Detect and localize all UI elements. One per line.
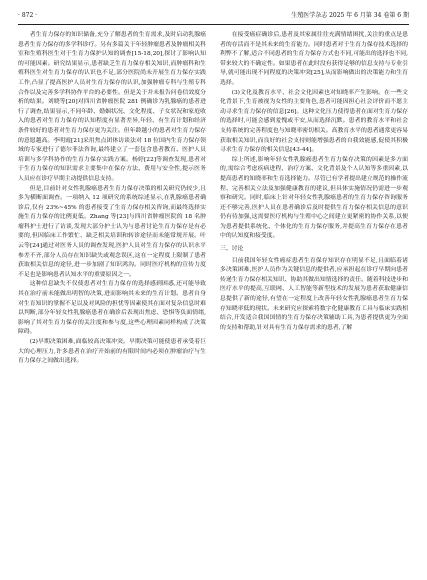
paragraph: (3)文化及教育水平、社会文化因素也对知晓率产生影响。在一些文化背景下,生育被视为女性的主要角色,患者可能因担心社会评价而不愿主动寻求生育力保存的信息[26]。这种文化压力使得患者在面对生育力保存的选择时,可能会感到羞愧或不安,从而选择沉默。患者的教育水平和社会支持系统的完善程度也与知晓率密切相关。高教育水平的患者通常更容易获取相关知识,而良好的社会支持则能增强患者的自我效能感,促使其积极寻求生育力保存的相关信息[43-44]。	[220, 89, 408, 154]
page-number: · 872 ·	[18, 12, 38, 19]
left-text-column	[18, 31, 206, 571]
paragraph: 在接受癌症确诊后,患者及其家属往往充满情绪困扰,关注的重点是患者的存活而不是其未来的生育能力。同时患者对于生育力保存技术选择的利弊不了解,适合不同患者的生育力保存方式也不同,可能出的选择也不同,带来较大的不确定性。如果患者在此时没有获得足够的信息支持与专业引导,就可能出现不同程度的决策冲突[25],从而影响做出的决策能力和生育选择。	[220, 32, 408, 86]
paragraph: 目前我国年轻女性癌症患者生育保存知识存在明显不足,且面临着诸多决策困难,医护人员作为关键信息的提供者,应承担起在诊疗早期向患者传递生育力保存相关知识、协助其做出知情选择的责任。随着科技进步和医疗水平的提高,互联网、人工智能等新型技术的发展为患者获取健康信息提供了新的途径,有望在一定程度上改善年轻女性乳腺癌患者生育力保存知晓率低的现状。未来研究应探索将数字化健康教育工具与临床实践相结合,开发适合我国国情的生育力保存决策辅助工具,为患者提供更为全面的支持和帮助,针对具有生育力保存需求的患者,了解	[220, 257, 408, 331]
right-text-column	[220, 31, 408, 571]
paragraph: 综上所述,影响年轻女性乳腺癌患者生育力保存决策的因素是多方面的,需综合考虑疾病进程、治疗方案、文化背景及个人认知等多重因素,以提高患者的知晓率和生育选择能力。尽管已有学者提出建立规范的操作流程、完善相关立法及加强健康教育的建议,但具体实施情况仍需进一步观察和研究。同时,临床上针对年轻女性乳腺癌患者的生育力保存咨询服务还不够完善,医护人员在患者确诊后及时提供生育力保存相关信息的意识仍有待加强,这需要医疗机构与生殖中心之间建立更紧密的协作关系,以便为患者提供系统化、个体化的生育力保存服务,并提高生育力保存在患者中的认知度和接受度。	[220, 156, 408, 240]
paragraph: 这种信息缺失不仅使患者对生育力保存的选择感到困惑,还可能导致其在治疗前未能做出明智的决策,进而影响其未来的生育计划。患者自身对生育知识的掌握不足以及对风险的担忧等因素使其在面对复杂信息时难以判断,部分年轻女性乳腺癌患者在确诊后表现出焦虑、恐惧等负面情绪,影响了其对生育力保存的关注度和参与度,这些心理因素同样构成了决策障碍。	[18, 281, 206, 336]
section-heading: 三、讨论	[220, 246, 244, 253]
paragraph: (2)早期决策困难,面临较高决策冲突。早期决策可能使患者承受着巨大的心理压力,许多患者在治疗开始前的有限时间内必须在肿瘤治疗与生育力保存之间做出选择。	[18, 339, 206, 365]
header-rule	[18, 24, 409, 25]
paragraph: 但是,目前针对女性乳腺癌患者生育力保存决策的相关研究仍较少,且多为横断面调查。一项纳入 12 项研究的系统综述显示,在乳腺癌患者确诊后,仅有 23%~45% 的患者接受了生育力保存相关咨询,而最终选择实施生育力保存的比例更低。Zhang 等[23]与四川省肿瘤医院的 18 名肿瘤科护士进行了访谈,发现大部分护士认为与患者讨论生育力保存是有必要的,但因临床工作繁忙、缺乏相关培训和转诊途径而未能常规开展。叶云等[24]通过对医务人员的调查发现,医护人员对生育力保存的认识水平参差不齐,部分人员存在知识缺失或观念误区,这在一定程度上限制了患者获取相关信息的途径,进一步加剧了知识鸿沟。同时医疗机构的宣传力度不足也是影响患者认知水平的重要原因之一。	[18, 185, 206, 278]
journal-running-title: 生殖医学杂志 2025 年 6 月第 34 卷第 6 期	[291, 12, 409, 19]
paragraph: 者生育力保存的知识储备,充分了解患者的生育需求,及时启动乳腺癌患者生育力保存的多学科诊疗。另有多篇关于年轻肿瘤患者及肿瘤相关科室和生殖科医生对于生育力保护认知的调查[15-18,20],探讨了影响认知的可能因素。研究结果显示,患者缺乏生育力保存相关知识,而肿瘤科和生殖科医生对生育力保存的认识也不足,部分医院尚未开展生育力保存实践工作,凸显了提高医护人员对生育力保存的认识,加强肿瘤专科与生殖专科合作以及完善多学科协作平台的必要性。但是关于并未报告问卷信效度分析的结果。刘晓等[20]对四川省肿瘤医院 281 例确诊为乳腺癌的患者进行了调查,结果显示,不同年龄、婚姻状况、文化程度、子女状况和家庭收入的患者对生育力保存的认知程度有显著差异,年轻、有生育计划和经济条件较好的患者对生育力保存更为关注。但年龄越小的患者对生育力保存的意愿越高。李明霞[21]采用焦点团体访谈法对 18 位国内生育力保存领域的专家进行了德尔菲法咨询,最终建立了一套包含患者教育、医护人员培训与多学科协作的生育力保存实践方案。杨婷[22]等调查发现,患者对于生育力保存的知识需求主要集中在保存方法、费用与安全性,提示医务人员应在诊疗早期主动提供信息支持。	[18, 32, 206, 182]
page-header	[18, 10, 409, 22]
